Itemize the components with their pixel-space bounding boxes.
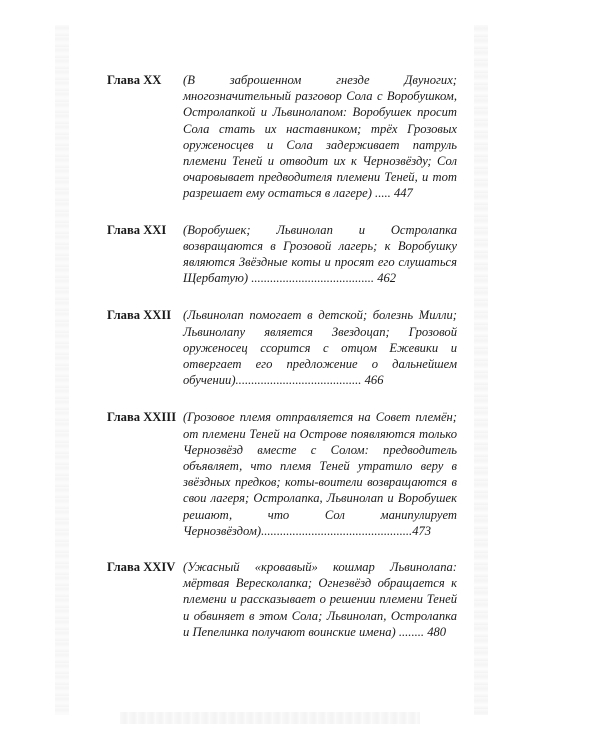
page-number: 466 [364,373,384,388]
chapter-label: Глава XX [107,73,162,87]
chapter-label: Глава XXI [107,222,167,237]
chapter-label: Глава XXII [107,308,172,323]
toc-entry-chapter-24[interactable] [107,559,467,640]
chapter-summary [183,307,457,388]
chapter-summary [183,559,457,640]
page-number: 480 [427,624,447,639]
chapter-summary-text: (Ужасный «кровавый» кошмар Львинолапа: мёртвая Вересколапка; Огнезвёзд обращается к племени и рассказывает о решении племени Теней и обвиняет в этом Сола; Львинолап, Остролапка и Пепелинка получают воинские имена) ........ [183,560,457,639]
chapter-summary-text: (Воробушек; Львинолап и Остролапка возвращаются в Грозовой лагерь; к Воробушку являются Звёздные коты и просят его слушаться Щербатую) ....................................... [183,222,457,286]
toc-entry-chapter-21[interactable] [107,222,467,287]
chapter-label: Глава XXIV [107,560,176,575]
chapter-summary [183,409,457,539]
page-number: 447 [393,186,413,201]
chapter-label: Глава XXIII [107,410,177,425]
chapter-summary [183,72,457,202]
page-number: 462 [377,271,397,286]
chapter-summary-text: (В заброшенном гнезде Двуногих; многозначительный разговор Сола с Воробушком, Остролапкой и Львинолапом: Воробушек просит Сола стать их наставником; трёх Грозовых оруженосцев и Сола задерживает патруль племени Теней и отводит их к Чернозвёзду; Сол очаровывает предводителя племени Теней, и тот разрешает ему остаться в лагере) ..... [183,73,457,201]
show-through-right [474,25,488,715]
chapter-summary [183,222,457,287]
show-through-bottom [120,712,420,724]
show-through-left [55,25,69,715]
toc-entry-chapter-20[interactable] [107,72,467,202]
chapter-summary-text: (Грозовое племя отправляется на Совет племён; от племени Теней на Острове появляются только Чернозвёзд вместе с Солом: предводитель объявляет, что племя Теней утратило веру в звёздных предков; коты-воители возвращаются в свои лагеря; Остролапка, Львинолап и Воробушек решают, что Сол манипулирует Чернозвёздом)................................................ [183,410,457,538]
toc-entry-chapter-22[interactable] [107,307,467,388]
chapter-summary-text: (Львинолап помогает в детской; болезнь Милли; Львинолапу является Звездоцап; Грозовой оруженосец ссорится с отцом Ежевики и отвергает его предложение о дальнейшем обучении)........................................ [183,308,457,388]
page-number: 473 [412,523,432,538]
toc-entry-chapter-23[interactable] [107,409,467,539]
table-of-contents [107,72,467,640]
